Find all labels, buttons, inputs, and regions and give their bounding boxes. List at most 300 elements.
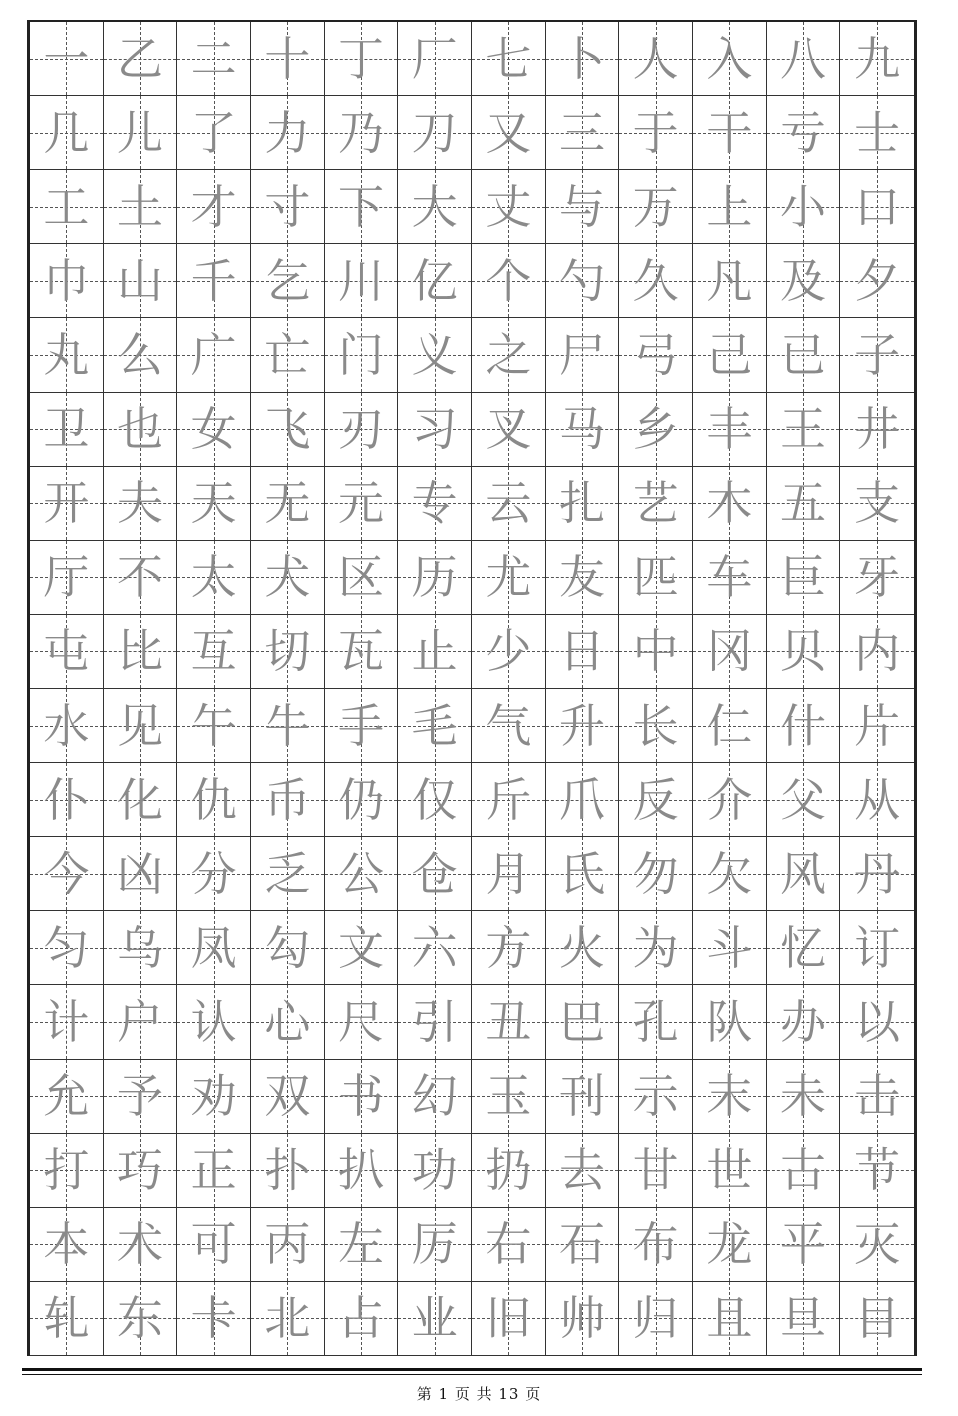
- practice-character: 厅: [43, 550, 90, 605]
- grid-cell: [251, 837, 325, 911]
- practice-character: 义: [411, 327, 458, 382]
- practice-character: 巧: [116, 1143, 163, 1198]
- practice-character: 今: [43, 846, 90, 901]
- practice-character: 木: [706, 476, 753, 531]
- practice-character: 手: [337, 698, 384, 753]
- practice-character: 双: [264, 1069, 311, 1124]
- grid-cell: [472, 837, 546, 911]
- tianzige-grid: [27, 20, 917, 1356]
- practice-character: 幻: [411, 1069, 458, 1124]
- practice-character: 个: [485, 253, 532, 308]
- grid-cell: [693, 541, 767, 615]
- practice-character: 仆: [43, 772, 90, 827]
- practice-character: 忆: [779, 920, 826, 975]
- practice-character: 艺: [632, 476, 679, 531]
- practice-character: 元: [337, 476, 384, 531]
- practice-character: 己: [706, 327, 753, 382]
- practice-character: 为: [632, 920, 679, 975]
- grid-cell: [472, 1208, 546, 1282]
- grid-cell: [693, 244, 767, 318]
- grid-cell: [767, 1060, 841, 1134]
- grid-cell: [251, 1060, 325, 1134]
- grid-cell: [251, 541, 325, 615]
- practice-character: 去: [558, 1143, 605, 1198]
- grid-cell: [104, 393, 178, 467]
- practice-character: 片: [854, 698, 901, 753]
- practice-character: 父: [779, 772, 826, 827]
- practice-character: 下: [337, 179, 384, 234]
- grid-cell: [251, 96, 325, 170]
- practice-character: 十: [264, 31, 311, 86]
- practice-character: 凶: [116, 846, 163, 901]
- grid-cell: [104, 318, 178, 392]
- practice-character: 厉: [411, 1217, 458, 1272]
- grid-cell: [398, 22, 472, 96]
- practice-character: 七: [485, 31, 532, 86]
- practice-character: 几: [43, 105, 90, 160]
- practice-character: 火: [558, 920, 605, 975]
- grid-cell: [30, 1208, 104, 1282]
- practice-character: 打: [43, 1143, 90, 1198]
- practice-character: 乃: [337, 105, 384, 160]
- practice-character: 允: [43, 1069, 90, 1124]
- practice-character: 尤: [485, 550, 532, 605]
- practice-character: 开: [43, 476, 90, 531]
- practice-character: 无: [264, 476, 311, 531]
- practice-character: 车: [706, 550, 753, 605]
- grid-cell: [398, 170, 472, 244]
- grid-cell: [693, 96, 767, 170]
- grid-cell: [30, 911, 104, 985]
- grid-cell: [30, 1060, 104, 1134]
- practice-character: 才: [190, 179, 237, 234]
- practice-character: 业: [411, 1291, 458, 1346]
- grid-cell: [693, 763, 767, 837]
- practice-character: 于: [632, 105, 679, 160]
- practice-character: 乙: [116, 31, 163, 86]
- grid-cell: [693, 985, 767, 1059]
- grid-cell: [840, 689, 914, 763]
- practice-character: 仁: [706, 698, 753, 753]
- grid-cell: [840, 1134, 914, 1208]
- practice-character: 氏: [558, 846, 605, 901]
- practice-character: 巾: [43, 253, 90, 308]
- grid-cell: [398, 393, 472, 467]
- practice-character: 丑: [485, 994, 532, 1049]
- grid-cell: [177, 911, 251, 985]
- grid-cell: [546, 1060, 620, 1134]
- grid-cell: [104, 1282, 178, 1356]
- grid-cell: [767, 170, 841, 244]
- practice-character: 区: [337, 550, 384, 605]
- grid-cell: [546, 22, 620, 96]
- practice-character: 归: [632, 1291, 679, 1346]
- grid-cell: [546, 615, 620, 689]
- practice-character: 本: [43, 1217, 90, 1272]
- grid-cell: [177, 1282, 251, 1356]
- practice-character: 乞: [264, 253, 311, 308]
- practice-character: 与: [558, 179, 605, 234]
- grid-cell: [177, 763, 251, 837]
- practice-character: 切: [264, 624, 311, 679]
- practice-character: 勿: [632, 846, 679, 901]
- grid-cell: [693, 911, 767, 985]
- grid-cell: [693, 1060, 767, 1134]
- grid-cell: [472, 170, 546, 244]
- grid-cell: [177, 541, 251, 615]
- grid-cell: [619, 1134, 693, 1208]
- grid-cell: [840, 393, 914, 467]
- grid-cell: [325, 318, 399, 392]
- practice-character: 弓: [632, 327, 679, 382]
- grid-cell: [104, 837, 178, 911]
- grid-cell: [767, 393, 841, 467]
- practice-character: 队: [706, 994, 753, 1049]
- grid-cell: [693, 22, 767, 96]
- grid-cell: [767, 985, 841, 1059]
- practice-character: 犬: [264, 550, 311, 605]
- grid-cell: [325, 467, 399, 541]
- grid-cell: [472, 1060, 546, 1134]
- practice-character: 月: [485, 846, 532, 901]
- grid-cell: [767, 318, 841, 392]
- practice-character: 平: [779, 1217, 826, 1272]
- grid-cell: [693, 1282, 767, 1356]
- grid-cell: [104, 467, 178, 541]
- grid-cell: [619, 170, 693, 244]
- grid-cell: [398, 985, 472, 1059]
- practice-character: 太: [190, 550, 237, 605]
- grid-cell: [325, 1134, 399, 1208]
- practice-character: 孔: [632, 994, 679, 1049]
- grid-cell: [398, 763, 472, 837]
- grid-cell: [251, 911, 325, 985]
- grid-cell: [767, 467, 841, 541]
- grid-cell: [104, 22, 178, 96]
- practice-character: 介: [706, 772, 753, 827]
- grid-cell: [619, 467, 693, 541]
- grid-cell: [619, 22, 693, 96]
- practice-character: 击: [854, 1069, 901, 1124]
- practice-character: 大: [411, 179, 458, 234]
- practice-character: 牙: [854, 550, 901, 605]
- grid-cell: [30, 689, 104, 763]
- practice-character: 乌: [116, 920, 163, 975]
- practice-character: 龙: [706, 1217, 753, 1272]
- practice-character: 仓: [411, 846, 458, 901]
- practice-character: 东: [116, 1291, 163, 1346]
- practice-character: 人: [632, 31, 679, 86]
- page-footer: 第 1 页 共 13 页: [416, 1385, 542, 1403]
- practice-character: 计: [43, 994, 90, 1049]
- grid-cell: [325, 22, 399, 96]
- practice-character: 门: [337, 327, 384, 382]
- grid-cell: [619, 763, 693, 837]
- practice-character: 广: [190, 327, 237, 382]
- practice-character: 仇: [190, 772, 237, 827]
- practice-character: 术: [116, 1217, 163, 1272]
- practice-character: 示: [632, 1069, 679, 1124]
- grid-cell: [325, 1282, 399, 1356]
- practice-character: 工: [43, 179, 90, 234]
- practice-character: 五: [779, 476, 826, 531]
- practice-character: 友: [558, 550, 605, 605]
- grid-cell: [398, 1060, 472, 1134]
- grid-cell: [472, 22, 546, 96]
- grid-cell: [619, 911, 693, 985]
- practice-character: 予: [116, 1069, 163, 1124]
- practice-character: 士: [854, 105, 901, 160]
- practice-character: 习: [411, 402, 458, 457]
- practice-character: 认: [190, 994, 237, 1049]
- practice-character: 订: [854, 920, 901, 975]
- grid-cell: [177, 615, 251, 689]
- grid-cell: [767, 1282, 841, 1356]
- grid-cell: [398, 541, 472, 615]
- grid-cell: [840, 1060, 914, 1134]
- practice-character: 乏: [264, 846, 311, 901]
- practice-character: 又: [485, 105, 532, 160]
- grid-cell: [251, 615, 325, 689]
- grid-cell: [398, 1134, 472, 1208]
- grid-cell: [472, 244, 546, 318]
- practice-character: 匹: [632, 550, 679, 605]
- grid-cell: [398, 837, 472, 911]
- grid-cell: [767, 837, 841, 911]
- practice-character: 夕: [854, 253, 901, 308]
- grid-cell: [840, 96, 914, 170]
- practice-character: 么: [116, 327, 163, 382]
- practice-character: 丈: [485, 179, 532, 234]
- grid-cell: [619, 837, 693, 911]
- practice-character: 丁: [337, 31, 384, 86]
- grid-cell: [398, 1208, 472, 1282]
- practice-character: 瓦: [337, 624, 384, 679]
- practice-character: 方: [485, 920, 532, 975]
- grid-cell: [177, 1134, 251, 1208]
- practice-character: 可: [190, 1217, 237, 1272]
- grid-cell: [177, 1060, 251, 1134]
- practice-character: 丰: [706, 402, 753, 457]
- grid-cell: [398, 96, 472, 170]
- grid-cell: [693, 318, 767, 392]
- practice-character: 历: [411, 550, 458, 605]
- grid-cell: [767, 244, 841, 318]
- grid-cell: [546, 1134, 620, 1208]
- practice-character: 巴: [558, 994, 605, 1049]
- grid-cell: [177, 393, 251, 467]
- grid-cell: [398, 467, 472, 541]
- grid-cell: [177, 96, 251, 170]
- practice-character: 公: [337, 846, 384, 901]
- grid-cell: [30, 763, 104, 837]
- practice-character: 互: [190, 624, 237, 679]
- grid-cell: [767, 541, 841, 615]
- practice-character: 石: [558, 1217, 605, 1272]
- grid-cell: [104, 985, 178, 1059]
- grid-cell: [251, 467, 325, 541]
- grid-cell: [251, 1134, 325, 1208]
- grid-cell: [472, 615, 546, 689]
- practice-character: 叉: [485, 402, 532, 457]
- grid-cell: [546, 170, 620, 244]
- grid-cell: [251, 689, 325, 763]
- practice-character: 升: [558, 698, 605, 753]
- practice-character: 刃: [337, 402, 384, 457]
- grid-cell: [546, 96, 620, 170]
- practice-character: 冈: [706, 624, 753, 679]
- practice-character: 勾: [264, 920, 311, 975]
- practice-character: 亿: [411, 253, 458, 308]
- grid-cell: [840, 1208, 914, 1282]
- practice-character: 仅: [411, 772, 458, 827]
- grid-cell: [251, 1208, 325, 1282]
- practice-character: 扑: [264, 1143, 311, 1198]
- grid-cell: [693, 467, 767, 541]
- practice-character: 厂: [411, 31, 458, 86]
- practice-character: 欠: [706, 846, 753, 901]
- practice-character: 日: [558, 624, 605, 679]
- practice-character: 小: [779, 179, 826, 234]
- grid-cell: [840, 467, 914, 541]
- practice-character: 专: [411, 476, 458, 531]
- grid-cell: [30, 96, 104, 170]
- practice-character: 川: [337, 253, 384, 308]
- grid-cell: [546, 541, 620, 615]
- grid-cell: [30, 1282, 104, 1356]
- grid-cell: [325, 244, 399, 318]
- grid-cell: [767, 615, 841, 689]
- practice-character: 午: [190, 698, 237, 753]
- grid-cell: [619, 1208, 693, 1282]
- grid-cell: [104, 541, 178, 615]
- practice-character: 亏: [779, 105, 826, 160]
- practice-character: 且: [706, 1291, 753, 1346]
- practice-character: 已: [779, 327, 826, 382]
- practice-character: 丙: [264, 1217, 311, 1272]
- practice-character: 未: [779, 1069, 826, 1124]
- grid-cell: [325, 837, 399, 911]
- practice-character: 轧: [43, 1291, 90, 1346]
- practice-character: 分: [190, 846, 237, 901]
- practice-character: 尺: [337, 994, 384, 1049]
- practice-character: 万: [632, 179, 679, 234]
- practice-character: 什: [779, 698, 826, 753]
- grid-cell: [177, 689, 251, 763]
- grid-cell: [251, 985, 325, 1059]
- practice-character: 书: [337, 1069, 384, 1124]
- practice-character: 不: [116, 550, 163, 605]
- practice-character: 了: [190, 105, 237, 160]
- practice-character: 卜: [558, 31, 605, 86]
- practice-character: 世: [706, 1143, 753, 1198]
- grid-cell: [177, 1208, 251, 1282]
- practice-character: 之: [485, 327, 532, 382]
- grid-cell: [398, 689, 472, 763]
- grid-cell: [104, 763, 178, 837]
- practice-character: 占: [337, 1291, 384, 1346]
- grid-cell: [546, 318, 620, 392]
- practice-character: 山: [116, 253, 163, 308]
- practice-character: 玉: [485, 1069, 532, 1124]
- grid-cell: [251, 393, 325, 467]
- grid-cell: [840, 763, 914, 837]
- practice-character: 亡: [264, 327, 311, 382]
- bottom-rule-thin: [22, 1374, 922, 1375]
- practice-character: 上: [706, 179, 753, 234]
- grid-cell: [251, 244, 325, 318]
- grid-cell: [30, 1134, 104, 1208]
- practice-character: 甘: [632, 1143, 679, 1198]
- practice-character: 勺: [558, 253, 605, 308]
- grid-cell: [693, 1134, 767, 1208]
- grid-cell: [30, 244, 104, 318]
- practice-character: 力: [264, 105, 311, 160]
- grid-cell: [619, 1060, 693, 1134]
- practice-character: 以: [854, 994, 901, 1049]
- grid-cell: [767, 689, 841, 763]
- grid-cell: [398, 615, 472, 689]
- grid-cell: [767, 96, 841, 170]
- grid-cell: [325, 689, 399, 763]
- grid-cell: [546, 393, 620, 467]
- practice-character: 口: [854, 179, 901, 234]
- grid-cell: [398, 244, 472, 318]
- grid-cell: [840, 244, 914, 318]
- practice-character: 千: [190, 253, 237, 308]
- practice-character: 毛: [411, 698, 458, 753]
- grid-cell: [398, 911, 472, 985]
- practice-character: 丸: [43, 327, 90, 382]
- grid-cell: [619, 1282, 693, 1356]
- practice-character: 匀: [43, 920, 90, 975]
- grid-cell: [325, 541, 399, 615]
- practice-character: 乡: [632, 402, 679, 457]
- practice-character: 儿: [116, 105, 163, 160]
- practice-character: 旧: [485, 1291, 532, 1346]
- grid-cell: [472, 911, 546, 985]
- practice-character: 扔: [485, 1143, 532, 1198]
- grid-cell: [472, 763, 546, 837]
- grid-cell: [177, 467, 251, 541]
- practice-character: 灭: [854, 1217, 901, 1272]
- practice-character: 刊: [558, 1069, 605, 1124]
- practice-character: 文: [337, 920, 384, 975]
- grid-cell: [325, 911, 399, 985]
- practice-character: 斗: [706, 920, 753, 975]
- practice-character: 办: [779, 994, 826, 1049]
- grid-cell: [30, 985, 104, 1059]
- grid-cell: [840, 911, 914, 985]
- practice-character: 扎: [558, 476, 605, 531]
- practice-character: 巨: [779, 550, 826, 605]
- practice-character: 扒: [337, 1143, 384, 1198]
- grid-cell: [619, 689, 693, 763]
- grid-cell: [472, 393, 546, 467]
- grid-cell: [398, 318, 472, 392]
- practice-character: 见: [116, 698, 163, 753]
- grid-cell: [325, 96, 399, 170]
- grid-cell: [767, 1208, 841, 1282]
- grid-cell: [251, 170, 325, 244]
- grid-cell: [546, 689, 620, 763]
- grid-cell: [30, 541, 104, 615]
- practice-character: 支: [854, 476, 901, 531]
- grid-cell: [619, 615, 693, 689]
- grid-cell: [30, 467, 104, 541]
- practice-character: 北: [264, 1291, 311, 1346]
- grid-cell: [840, 22, 914, 96]
